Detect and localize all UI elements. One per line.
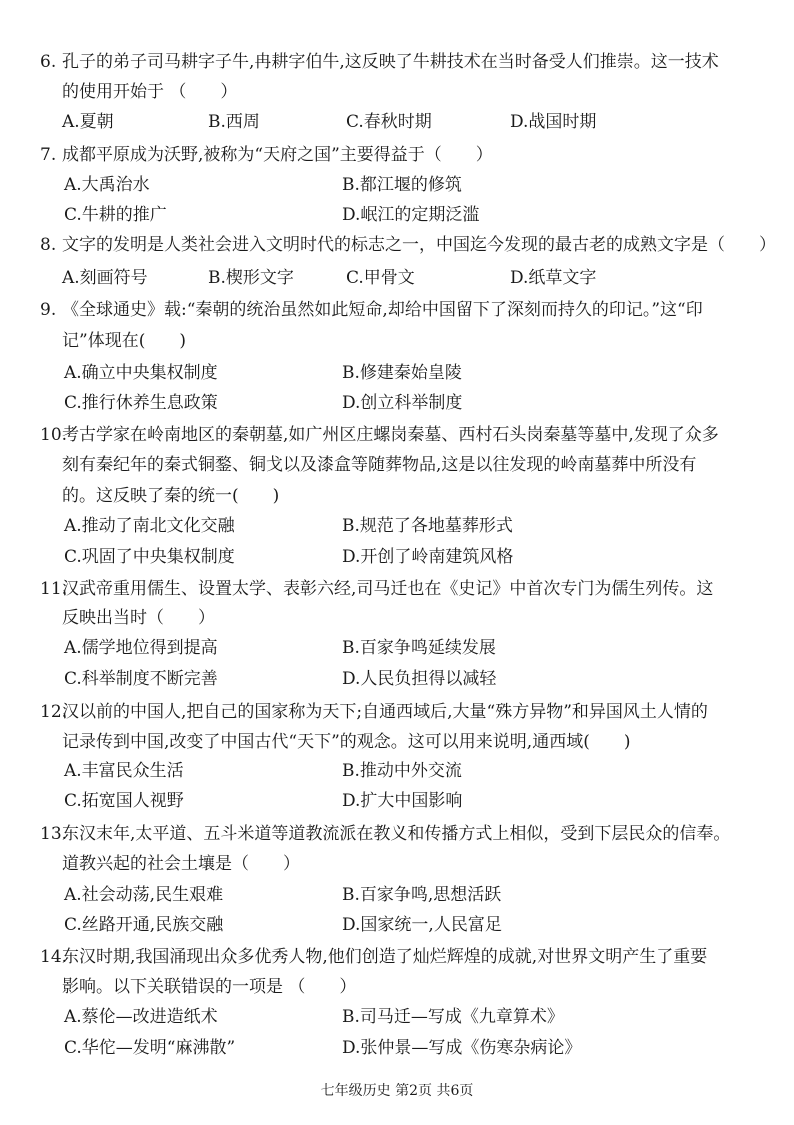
- option-b: B.百家争鸣延续发展: [342, 638, 496, 658]
- question-stem-line: 记录传到中国,改变了中国古代“天下”的观念。这可以用来说明,通西域( ): [62, 732, 631, 752]
- question-stem-line: 道教兴起的社会土壤是（ ）: [62, 854, 300, 874]
- option-a: A.社会动荡,民生艰难: [64, 885, 224, 905]
- question-number: 11.: [40, 579, 68, 599]
- option-c: C.丝路开通,民族交融: [64, 915, 224, 935]
- option-a: A.推动了南北文化交融: [64, 516, 235, 536]
- question-stem-line: 的使用开始于 （ ）: [62, 82, 238, 102]
- option-a: A.刻画符号: [62, 268, 148, 288]
- option-a: A.丰富民众生活: [64, 761, 184, 781]
- option-a: A.儒学地位得到提高: [64, 638, 218, 658]
- option-d: D.纸草文字: [510, 268, 597, 288]
- question-number: 8.: [40, 235, 57, 255]
- question-stem-line: 汉武帝重用儒生、设置太学、表彰六经,司马迁也在《史记》中首次专门为儒生列传。这: [62, 579, 714, 599]
- question-stem-line: 东汉时期,我国涌现出众多优秀人物,他们创造了灿烂辉煌的成就,对世界文明产生了重要: [62, 947, 708, 967]
- option-b: B.司马迁—写成《九章算术》: [342, 1007, 564, 1027]
- question-stem-line: 文字的发明是人类社会进入文明时代的标志之一，中国迄今发现的最古老的成熟文字是（ ）: [62, 235, 776, 255]
- question-stem-line: 记”体现在( ): [62, 331, 186, 351]
- question-stem-line: 刻有秦纪年的秦式铜鍪、铜戈以及漆盒等随葬物品,这是以往发现的岭南墓葬中所没有: [62, 455, 697, 475]
- question-stem-line: 考古学家在岭南地区的秦朝墓,如广州区庄螺岗秦墓、西村石头岗秦墓等墓中,发现了众多: [62, 425, 719, 445]
- option-d: D.扩大中国影响: [342, 791, 463, 811]
- page-footer: 七年级历史 第2页 共6页: [320, 1083, 474, 1099]
- option-d: D.创立科举制度: [342, 393, 463, 413]
- option-b: B.推动中外交流: [342, 761, 462, 781]
- option-b: B.修建秦始皇陵: [342, 363, 462, 383]
- option-d: D.国家统一,人民富足: [342, 915, 502, 935]
- question-number: 6.: [40, 52, 57, 72]
- question-stem-line: 影响。以下关联错误的一项是 （ ）: [62, 977, 357, 997]
- option-c: C.拓宽国人视野: [64, 791, 184, 811]
- question-stem-line: 《全球通史》载:“秦朝的统治虽然如此短命,却给中国留下了深刻而持久的印记。”这“印: [62, 300, 703, 320]
- question-number: 12.: [40, 702, 68, 722]
- option-b: B.楔形文字: [208, 268, 294, 288]
- option-d: D.张仲景—写成《伤寒杂病论》: [342, 1038, 582, 1058]
- option-a: A.大禹治水: [64, 175, 150, 195]
- question-stem-line: 成都平原成为沃野,被称为“天府之国”主要得益于（ ）: [62, 145, 493, 165]
- option-c: C.甲骨文: [346, 268, 415, 288]
- option-d: D.开创了岭南建筑风格: [342, 547, 514, 567]
- option-d: D.人民负担得以减轻: [342, 669, 497, 689]
- option-d: D.战国时期: [510, 112, 597, 132]
- option-b: B.西周: [208, 112, 260, 132]
- option-b: B.规范了各地墓葬形式: [342, 516, 513, 536]
- question-stem-line: 孔子的弟子司马耕字子牛,冉耕字伯牛,这反映了牛耕技术在当时备受人们推崇。这一技术: [62, 52, 719, 72]
- option-a: A.夏朝: [62, 112, 114, 132]
- question-number: 7.: [40, 145, 57, 165]
- option-b: B.都江堰的修筑: [342, 175, 462, 195]
- option-c: C.巩固了中央集权制度: [64, 547, 235, 567]
- option-a: A.确立中央集权制度: [64, 363, 218, 383]
- option-c: C.春秋时期: [346, 112, 432, 132]
- question-stem-line: 反映出当时（ ）: [62, 608, 215, 628]
- question-number: 10.: [40, 425, 68, 445]
- question-stem-line: 汉以前的中国人,把自己的国家称为天下;自通西域后,大量“殊方异物”和异国风土人情的: [62, 702, 708, 722]
- question-number: 14.: [40, 947, 68, 967]
- question-number: 9.: [40, 300, 57, 320]
- option-d: D.岷江的定期泛滥: [342, 205, 480, 225]
- option-a: A.蔡伦—改进造纸术: [64, 1007, 218, 1027]
- option-c: C.推行休养生息政策: [64, 393, 218, 413]
- question-number: 13.: [40, 824, 68, 844]
- question-stem-line: 东汉末年,太平道、五斗米道等道教流派在教义和传播方式上相似，受到下层民众的信奉。: [62, 824, 731, 844]
- option-c: C.牛耕的推广: [64, 205, 167, 225]
- option-c: C.华佗—发明“麻沸散”: [64, 1038, 236, 1058]
- option-c: C.科举制度不断完善: [64, 669, 218, 689]
- option-b: B.百家争鸣,思想活跃: [342, 885, 502, 905]
- question-stem-line: 的。这反映了秦的统一( ): [62, 486, 280, 506]
